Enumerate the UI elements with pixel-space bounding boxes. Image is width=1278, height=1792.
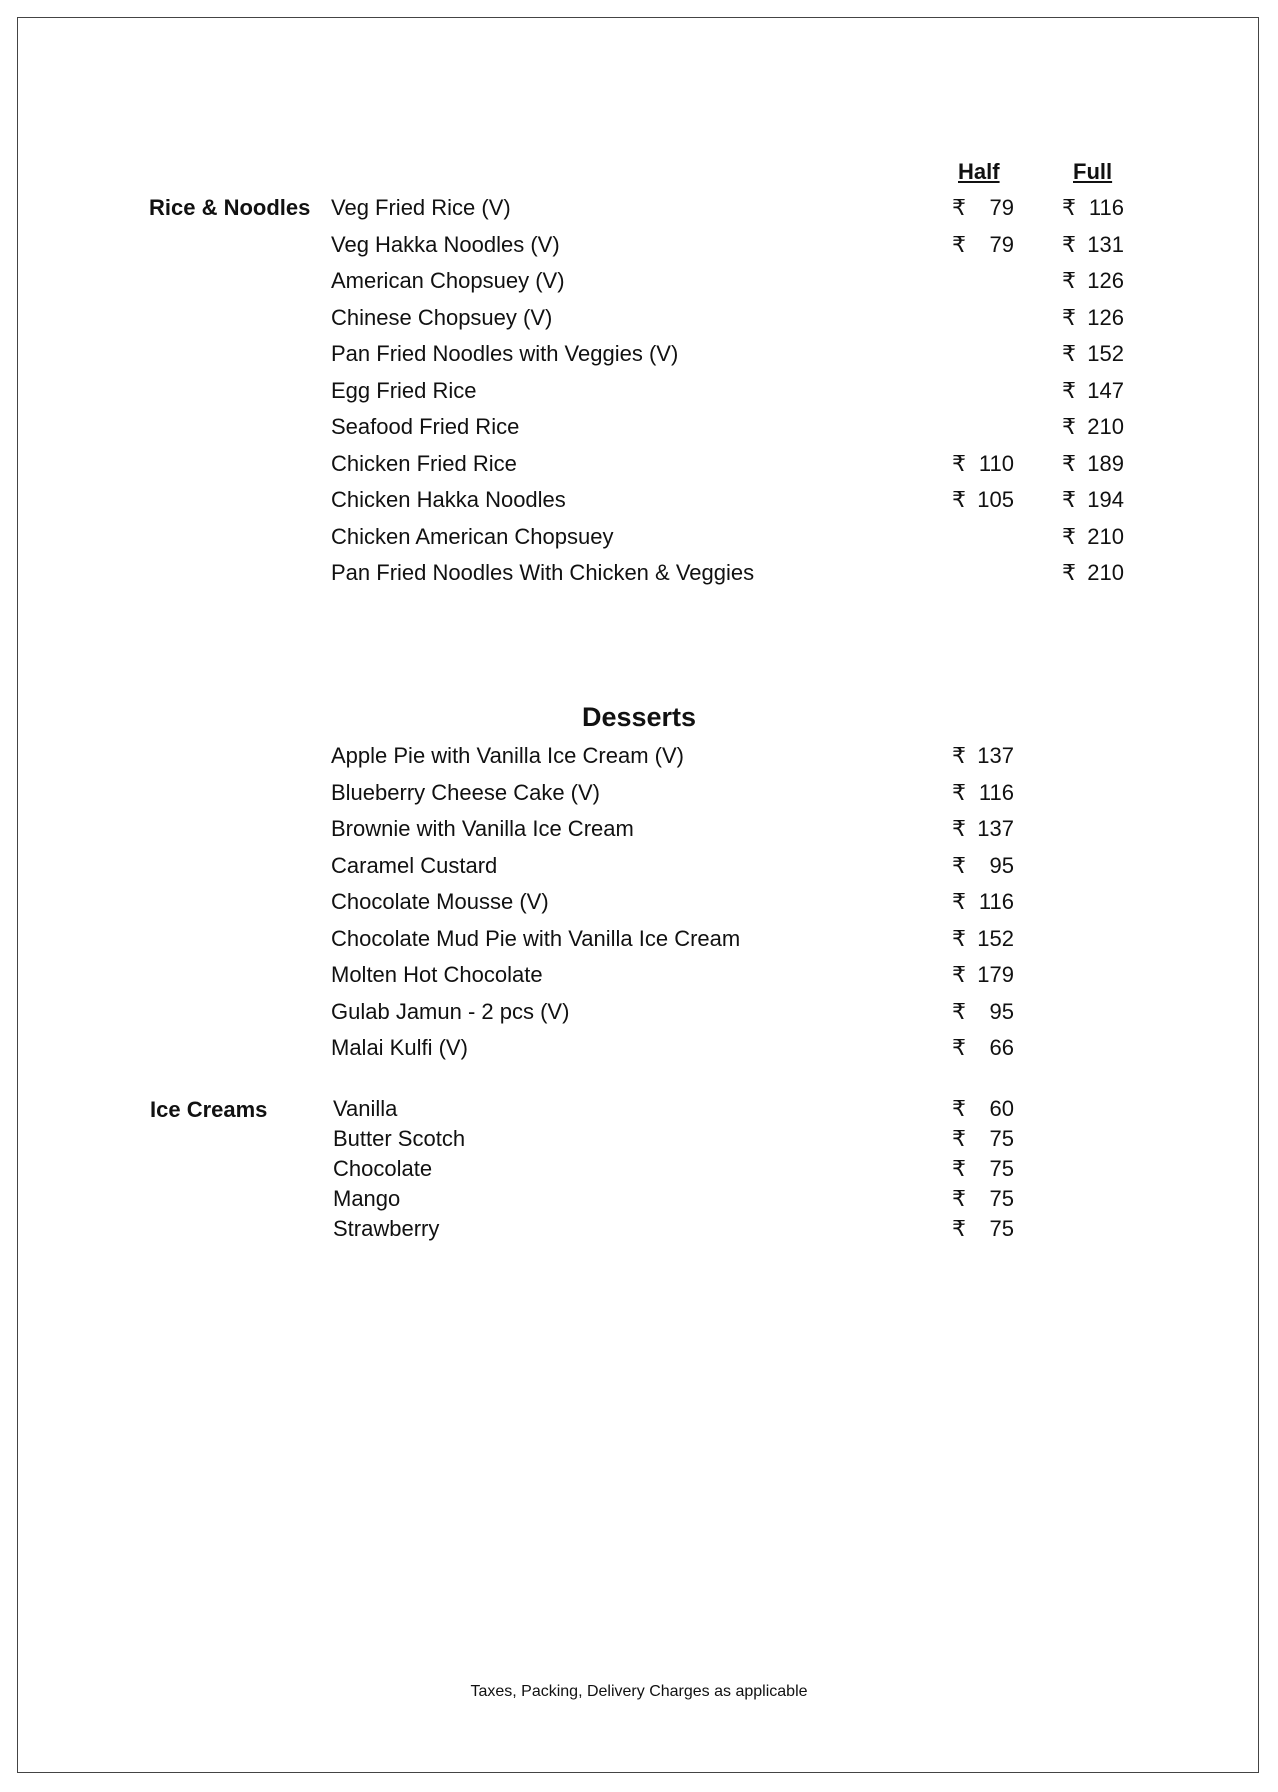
price [952,853,1014,879]
rupee-symbol: ₹ [1062,450,1076,476]
price [1062,524,1124,550]
menu-item-name: Blueberry Cheese Cake (V) [331,779,601,805]
price-amount: 105 [977,487,1014,512]
desserts-title: Desserts [581,702,697,732]
price [1062,341,1124,367]
price [952,1187,1014,1211]
full-column-header: Full [1073,159,1113,184]
price-amount: 110 [978,450,1014,476]
menu-item-name: Chicken Fried Rice [331,450,517,476]
rupee-symbol: ₹ [952,1035,966,1060]
price [952,487,1014,513]
price-amount: 152 [977,925,1014,951]
menu-item-name: Gulab Jamun - 2 pcs (V) [331,998,570,1024]
rupee-symbol: ₹ [952,925,966,951]
price-amount: 79 [989,195,1014,220]
price-amount: 95 [989,998,1014,1024]
rupee-symbol: ₹ [952,1216,966,1241]
price-amount: 179 [977,962,1014,987]
price-amount: 116 [1088,195,1124,220]
price-amount: 75 [989,1216,1014,1241]
price [952,999,1014,1025]
price [952,1097,1014,1121]
menu-item-name: Chocolate Mud Pie with Vanilla Ice Cream [331,925,741,951]
menu-item-name: Vanilla [333,1096,398,1121]
price [1062,451,1124,477]
price-amount: 75 [989,1126,1014,1151]
menu-item-name: Chicken Hakka Noodles [331,487,566,512]
price [952,780,1014,806]
price-amount: 126 [1087,268,1124,293]
rupee-symbol: ₹ [1062,304,1076,330]
rupee-symbol: ₹ [952,816,966,841]
price [1062,305,1124,331]
price-amount: 95 [989,852,1014,878]
rupee-symbol: ₹ [1062,487,1076,512]
price-amount: 116 [978,889,1014,914]
rupee-symbol: ₹ [1062,268,1076,293]
price [1062,268,1124,294]
price [952,962,1014,988]
price [952,451,1014,477]
price-amount: 75 [989,1156,1014,1181]
price-amount: 210 [1087,560,1124,585]
menu-item-name: American Chopsuey (V) [331,268,565,293]
price-amount: 60 [989,1096,1014,1121]
price [1062,378,1124,404]
price-amount: 152 [1087,341,1124,366]
menu-item-name: Chocolate Mousse (V) [331,889,549,914]
rupee-symbol: ₹ [952,450,966,476]
rupee-symbol: ₹ [952,779,966,805]
menu-item-name: Egg Fried Rice [331,377,477,403]
menu-item-name: Chocolate [333,1156,433,1181]
menu-item-name: Molten Hot Chocolate [331,962,543,987]
price [1062,560,1124,586]
price-amount: 79 [989,231,1014,257]
price-amount: 189 [1087,450,1124,476]
price [1062,487,1124,513]
rupee-symbol: ₹ [952,889,966,914]
menu-item-name: Pan Fried Noodles With Chicken & Veggies [331,560,755,585]
footer-note: Taxes, Packing, Delivery Charges as applicable [470,1683,808,1700]
rupee-symbol: ₹ [952,852,966,878]
rupee-symbol: ₹ [1062,523,1076,549]
menu-item-name: Mango [333,1186,401,1211]
menu-item-name: Chicken American Chopsuey [331,523,614,549]
price-amount: 210 [1087,414,1124,439]
menu-item-name: Pan Fried Noodles with Veggies (V) [331,341,679,366]
rupee-symbol: ₹ [1062,414,1076,439]
rupee-symbol: ₹ [1062,231,1076,257]
rupee-symbol: ₹ [1062,195,1076,220]
price-amount: 210 [1087,523,1124,549]
price [1062,232,1124,258]
price [952,1217,1014,1241]
menu-item-name: Veg Hakka Noodles (V) [331,231,560,257]
rupee-symbol: ₹ [1062,560,1076,585]
menu-item-name: Chinese Chopsuey (V) [331,304,553,330]
price [952,232,1014,258]
price [952,1127,1014,1151]
menu-item-name: Veg Fried Rice (V) [331,195,511,220]
rupee-symbol: ₹ [952,1126,966,1151]
category-ice-creams: Ice Creams [150,1097,268,1122]
price [952,1035,1014,1061]
price-amount: 66 [989,1035,1014,1060]
price [1062,195,1124,221]
category-rice-noodles: Rice & Noodles [149,195,311,220]
rupee-symbol: ₹ [1062,341,1076,366]
price-amount: 137 [977,743,1014,768]
rupee-symbol: ₹ [952,1096,966,1121]
price-amount: 116 [978,779,1014,805]
menu-item-name: Brownie with Vanilla Ice Cream [331,816,634,841]
menu-item-name: Caramel Custard [331,852,498,878]
price-amount: 126 [1087,304,1124,330]
price-amount: 147 [1087,377,1124,403]
price [952,195,1014,221]
price [952,816,1014,842]
price [952,743,1014,769]
menu-item-name: Strawberry [333,1216,440,1241]
menu-item-name: Malai Kulfi (V) [331,1035,468,1060]
menu-item-name: Butter Scotch [333,1126,466,1151]
rupee-symbol: ₹ [952,231,966,257]
rupee-symbol: ₹ [1062,377,1076,403]
price-amount: 131 [1087,231,1124,257]
half-column-header: Half [958,159,1000,184]
price-amount: 194 [1087,487,1124,512]
price [1062,414,1124,440]
price [952,926,1014,952]
rupee-symbol: ₹ [952,1186,966,1211]
menu-item-name: Seafood Fried Rice [331,414,520,439]
price-amount: 137 [977,816,1014,841]
rupee-symbol: ₹ [952,1156,966,1181]
menu-item-name: Apple Pie with Vanilla Ice Cream (V) [331,743,684,768]
rupee-symbol: ₹ [952,962,966,987]
rupee-symbol: ₹ [952,195,966,220]
price [952,1157,1014,1181]
rupee-symbol: ₹ [952,998,966,1024]
rupee-symbol: ₹ [952,487,966,512]
price [952,889,1014,915]
price-amount: 75 [989,1186,1014,1211]
rupee-symbol: ₹ [952,743,966,768]
